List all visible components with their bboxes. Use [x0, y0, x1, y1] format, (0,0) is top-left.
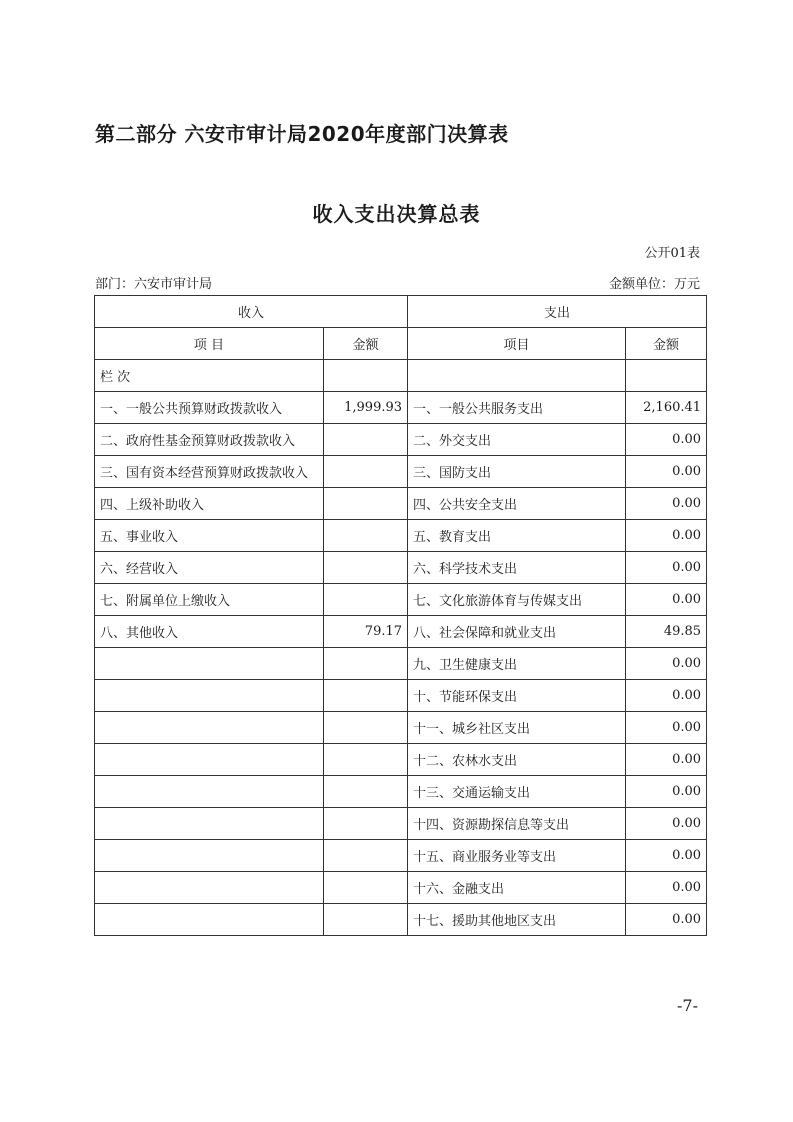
- income-amount: [324, 456, 408, 488]
- expense-amount: 0.00: [626, 424, 707, 456]
- table-row: [95, 584, 707, 616]
- income-item: [95, 744, 324, 776]
- expense-amount: 0.00: [626, 776, 707, 808]
- table-row: [95, 552, 707, 584]
- table-row: [95, 776, 707, 808]
- section-title: 第二部分 六安市审计局2020年度部门决算表: [95, 122, 509, 146]
- expense-item: 十五、商业服务业等支出: [408, 840, 626, 872]
- expense-item: 六、科学技术支出: [408, 552, 626, 584]
- income-amount: [324, 904, 408, 936]
- expense-amount: 49.85: [626, 616, 707, 648]
- income-amount: 1,999.93: [324, 392, 408, 424]
- col-amount-income: 金额: [324, 328, 408, 360]
- income-amount: [324, 520, 408, 552]
- income-item: 五、事业收入: [95, 520, 324, 552]
- group-header-row: [95, 296, 707, 328]
- income-amount: [324, 584, 408, 616]
- income-amount: 79.17: [324, 616, 408, 648]
- table-title: 收入支出决算总表: [312, 202, 481, 226]
- table-row: [95, 712, 707, 744]
- page-number: -7-: [677, 996, 698, 1015]
- income-item: [95, 840, 324, 872]
- table-row: [95, 392, 707, 424]
- expense-item: 七、文化旅游体育与传媒支出: [408, 584, 626, 616]
- expense-amount: 0.00: [626, 456, 707, 488]
- expense-item: 十三、交通运输支出: [408, 776, 626, 808]
- expense-item: 二、外交支出: [408, 424, 626, 456]
- expense-amount: 0.00: [626, 744, 707, 776]
- income-item: [95, 872, 324, 904]
- income-amount: [324, 840, 408, 872]
- table-row: [95, 488, 707, 520]
- expense-amount: 0.00: [626, 584, 707, 616]
- income-item: 四、上级补助收入: [95, 488, 324, 520]
- expense-item: 三、国防支出: [408, 456, 626, 488]
- expense-amount: 2,160.41: [626, 392, 707, 424]
- income-header: 收入: [95, 296, 408, 328]
- table-row: [95, 616, 707, 648]
- table-row: [95, 424, 707, 456]
- budget-table-body: [95, 296, 707, 936]
- income-item: [95, 712, 324, 744]
- row-label-row: [95, 360, 707, 392]
- col-item-expense: 项目: [408, 328, 626, 360]
- empty-cell: [626, 360, 707, 392]
- expense-amount: 0.00: [626, 520, 707, 552]
- table-row: [95, 456, 707, 488]
- form-code: 公开01表: [644, 246, 700, 261]
- column-header-row: [95, 328, 707, 360]
- income-item: 三、国有资本经营预算财政拨款收入: [95, 456, 324, 488]
- expense-amount: 0.00: [626, 648, 707, 680]
- income-item: 八、其他收入: [95, 616, 324, 648]
- department-label: 部门：六安市审计局: [95, 277, 213, 292]
- table-row: [95, 904, 707, 936]
- expense-amount: 0.00: [626, 808, 707, 840]
- empty-cell: [324, 360, 408, 392]
- income-item: [95, 904, 324, 936]
- expense-item: 十二、农林水支出: [408, 744, 626, 776]
- table-row: [95, 808, 707, 840]
- expense-item: 五、教育支出: [408, 520, 626, 552]
- expense-item: 十七、援助其他地区支出: [408, 904, 626, 936]
- expense-header: 支出: [408, 296, 707, 328]
- expense-item: 十一、城乡社区支出: [408, 712, 626, 744]
- expense-item: 十、节能环保支出: [408, 680, 626, 712]
- expense-item: 四、公共安全支出: [408, 488, 626, 520]
- income-item: [95, 648, 324, 680]
- row-label: 栏 次: [95, 360, 324, 392]
- income-item: 一、一般公共预算财政拨款收入: [95, 392, 324, 424]
- expense-amount: 0.00: [626, 488, 707, 520]
- table-row: [95, 872, 707, 904]
- table-row: [95, 520, 707, 552]
- income-item: 六、经营收入: [95, 552, 324, 584]
- unit-label: 金额单位：万元: [608, 277, 700, 292]
- table-row: [95, 744, 707, 776]
- expense-amount: 0.00: [626, 552, 707, 584]
- table-row: [95, 840, 707, 872]
- expense-amount: 0.00: [626, 840, 707, 872]
- income-amount: [324, 680, 408, 712]
- expense-amount: 0.00: [626, 904, 707, 936]
- income-amount: [324, 744, 408, 776]
- income-amount: [324, 648, 408, 680]
- expense-amount: 0.00: [626, 872, 707, 904]
- table-row: [95, 648, 707, 680]
- income-amount: [324, 808, 408, 840]
- empty-cell: [408, 360, 626, 392]
- col-amount-expense: 金额: [626, 328, 707, 360]
- budget-table: [94, 295, 707, 936]
- income-amount: [324, 872, 408, 904]
- income-amount: [324, 424, 408, 456]
- income-item: 二、政府性基金预算财政拨款收入: [95, 424, 324, 456]
- income-amount: [324, 776, 408, 808]
- expense-item: 九、卫生健康支出: [408, 648, 626, 680]
- expense-item: 十六、金融支出: [408, 872, 626, 904]
- income-item: 七、附属单位上缴收入: [95, 584, 324, 616]
- income-amount: [324, 488, 408, 520]
- expense-amount: 0.00: [626, 680, 707, 712]
- expense-item: 一、一般公共服务支出: [408, 392, 626, 424]
- income-item: [95, 680, 324, 712]
- income-item: [95, 808, 324, 840]
- expense-amount: 0.00: [626, 712, 707, 744]
- table-row: [95, 680, 707, 712]
- col-item-income: 项 目: [95, 328, 324, 360]
- expense-item: 八、社会保障和就业支出: [408, 616, 626, 648]
- income-amount: [324, 712, 408, 744]
- income-amount: [324, 552, 408, 584]
- expense-item: 十四、资源勘探信息等支出: [408, 808, 626, 840]
- income-item: [95, 776, 324, 808]
